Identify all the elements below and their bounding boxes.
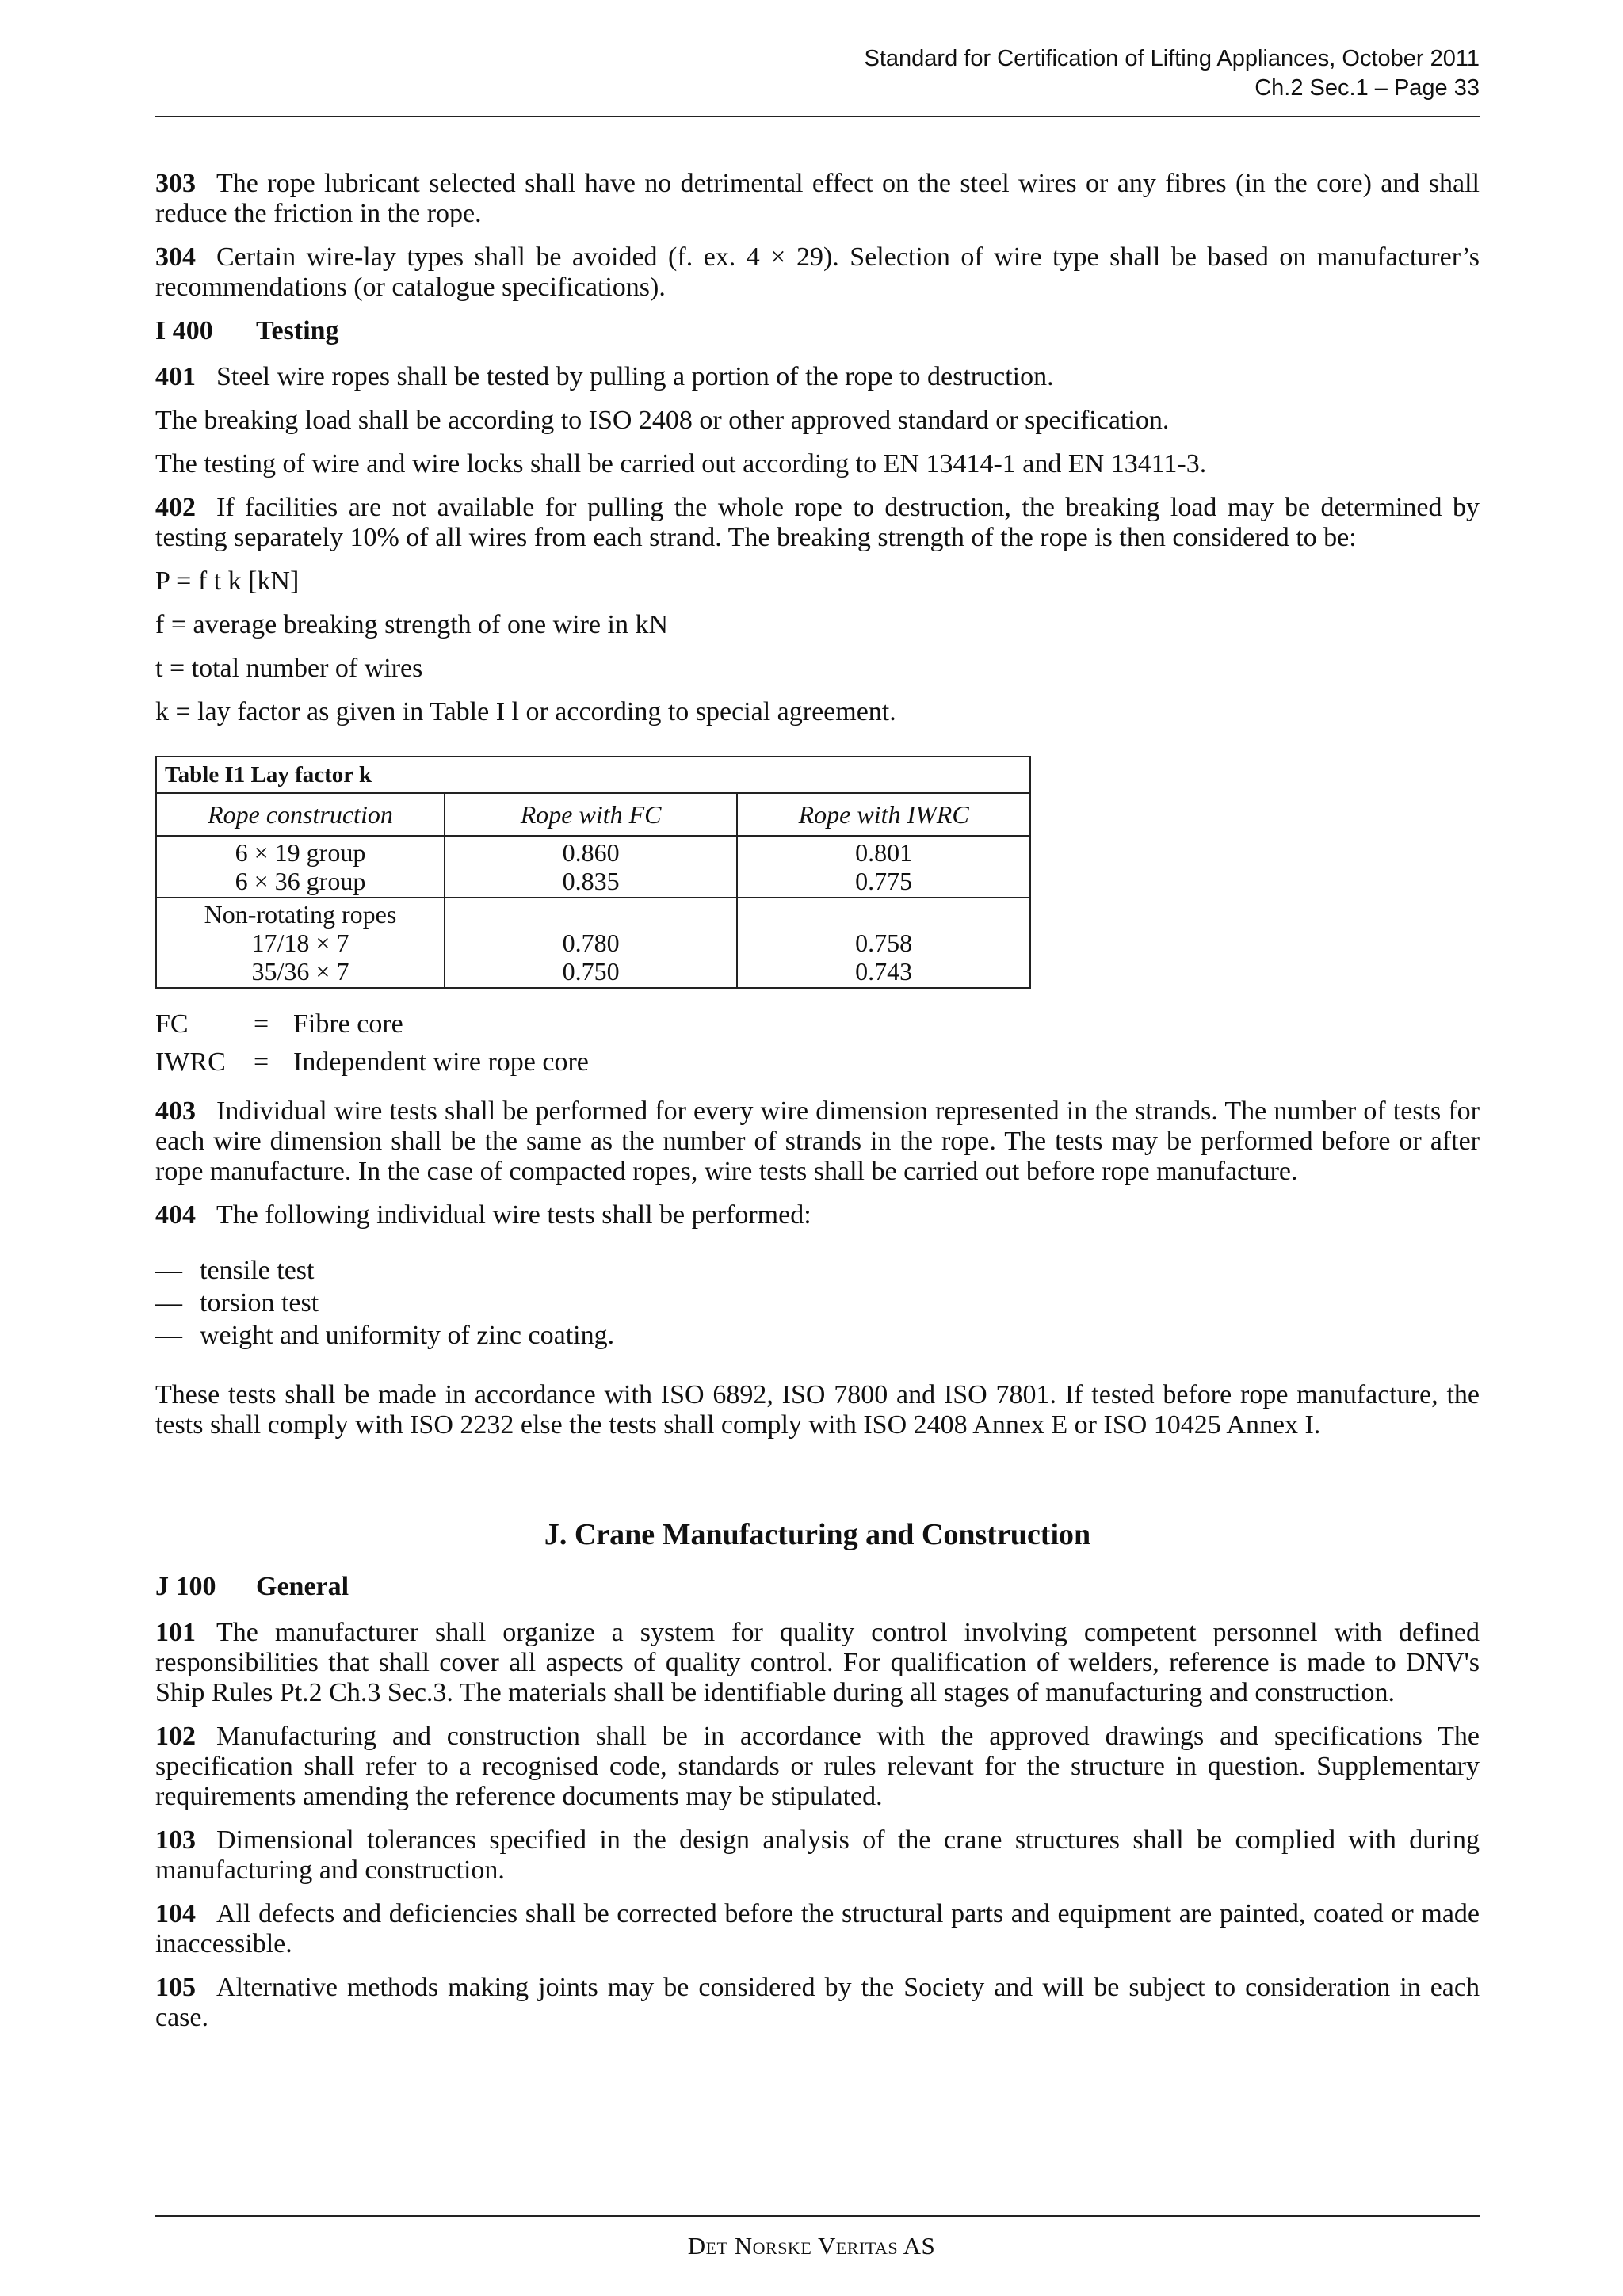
footer-publisher: Det Norske Veritas AS [687,2232,936,2260]
section-heading-j: J. Crane Manufacturing and Construction [544,1518,1091,1551]
cell-line: 6 × 19 group [235,838,366,867]
dash-bullet: — [155,1321,182,1350]
definition-k: k = lay factor as given in Table I l or according to special agreement. [155,697,896,727]
paragraph-404 [155,1200,1480,1230]
cell-line [452,900,730,929]
header-page-ref: Ch.2 Sec.1 – Page 33 [1254,75,1480,101]
cell-line [744,900,1023,929]
table-row [156,898,1030,988]
table-cell [156,898,445,988]
lay-factor-table [155,756,1031,989]
wire-test-list [155,1254,1480,1352]
abbreviation-iwrc [155,1047,1480,1077]
definition-f: f = average breaking strength of one wire in kN [155,610,668,639]
table-cell [737,898,1030,988]
page-body [155,169,1480,2046]
list-item [155,1254,1480,1287]
cell-line: 0.860 [562,838,620,867]
paragraph-number: 403 [155,1097,196,1126]
dash-bullet: — [155,1256,182,1285]
paragraph-number: 404 [155,1200,196,1230]
list-item-text: torsion test [200,1288,319,1318]
list-item-text: weight and uniformity of zinc coating. [200,1321,615,1350]
cell-line: 0.775 [855,867,913,895]
header-title: Standard for Certification of Lifting Appliances, October 2011 [864,46,1480,71]
list-item-text: tensile test [200,1256,315,1285]
paragraph-number: 303 [155,169,196,198]
paragraph-303 [155,169,1480,229]
subsection-heading-i400 [155,316,1480,346]
cell-line: Non-rotating ropes [204,900,397,929]
column-header: Rope with FC [445,793,737,836]
paragraph-j101 [155,1618,1480,1708]
paragraph-402 [155,493,1480,553]
abbreviation-equals: = [254,1047,269,1077]
table-cell [445,836,737,898]
paragraph-text: The rope lubricant selected shall have no detrimental effect on the steel wires or any fibres (in the core) and shall reduce the friction in the rope. [155,169,1480,228]
paragraph-text: Certain wire-lay types shall be avoided (f. ex. 4 × 29). Selection of wire type shall be based on manufacturer’s recommendations (or catalogue specifications). [155,242,1480,302]
paragraph-number: 102 [155,1722,196,1751]
abbreviation-key: IWRC [155,1047,226,1077]
paragraph-text: The following individual wire tests shall be performed: [216,1200,812,1230]
subsection-heading-j100 [155,1572,1480,1602]
cell-line: 0.743 [855,957,913,986]
cell-line: 0.780 [562,929,620,957]
page-footer [0,2232,1623,2260]
column-header: Rope with IWRC [737,793,1030,836]
paragraph-j103 [155,1825,1480,1886]
paragraph-number: 401 [155,362,196,391]
cell-line: 0.758 [855,929,913,957]
cell-line: 0.835 [562,867,620,895]
paragraph-text: Individual wire tests shall be performed for every wire dimension represented in the strands. The number of tests for each wire dimension shall be the same as the number of strands in the rope. The tests may be performed before or after rope manufacture. In the case of compacted ropes, wire tests shall be carried out before rope manufacture. [155,1097,1480,1186]
paragraph-number: 304 [155,242,196,272]
paragraph-text: Manufacturing and construction shall be in accordance with the approved drawings and specifications The specification shall refer to a recognised code, standards or rules relevant for the structure in question. Supplementary requirements amending the reference documents may be stipulated. [155,1722,1480,1811]
cell-line: 0.750 [562,957,620,986]
abbreviation-key: FC [155,1009,189,1039]
paragraph-text: Steel wire ropes shall be tested by pulling a portion of the rope to destruction. [216,362,1054,391]
subsection-code: J 100 [155,1572,216,1601]
table-cell [445,898,737,988]
paragraph-text: Dimensional tolerances specified in the design analysis of the crane structures shall be complied with during manufacturing and construction. [155,1825,1480,1885]
paragraph-j104 [155,1899,1480,1959]
subsection-title: General [256,1572,349,1601]
paragraph-401 [155,362,1480,392]
paragraph-number: 402 [155,493,196,522]
paragraph-number: 104 [155,1899,196,1928]
abbreviation-value: Independent wire rope core [293,1047,589,1077]
abbreviation-equals: = [254,1009,269,1039]
paragraph-number: 101 [155,1618,196,1647]
paragraph-text: All defects and deficiencies shall be corrected before the structural parts and equipment are painted, coated or made inaccessible. [155,1899,1480,1958]
page-header [865,44,1480,103]
paragraph-304 [155,242,1480,303]
cell-line: 35/36 × 7 [251,957,349,986]
table-cell [737,836,1030,898]
table-cell [156,836,445,898]
paragraph-j102 [155,1722,1480,1812]
list-item [155,1287,1480,1319]
paragraph-403 [155,1097,1480,1187]
paragraph-text: The manufacturer shall organize a system for quality control involving competent personnel with defined responsibilities that shall cover all aspects of quality control. For qualification of welders, reference is made to DNV's Ship Rules Pt.2 Ch.3 Sec.3. The materials shall be identifiable during all stages of manufacturing and construction. [155,1618,1480,1707]
definition-t: t = total number of wires [155,654,423,683]
footer-rule [155,2215,1480,2217]
paragraph-number: 105 [155,1973,196,2002]
formula: P = f t k [kN] [155,566,300,596]
paragraph-text: If facilities are not available for pulling the whole rope to destruction, the breaking load may be determined by testing separately 10% of all wires from each strand. The breaking strength of the rope is then considered to be: [155,493,1480,552]
paragraph-j105 [155,1973,1480,2033]
table-caption: Table I1 Lay factor k [156,757,1030,793]
paragraph-404-standards: These tests shall be made in accordance with ISO 6892, ISO 7800 and ISO 7801. If tested before rope manufacture, the tests shall comply with ISO 2232 else the tests shall comply with ISO 2408 Annex E or ISO 10425 Annex I. [155,1380,1480,1440]
table-row [156,836,1030,898]
paragraph-number: 103 [155,1825,196,1855]
cell-line: 17/18 × 7 [251,929,349,957]
subsection-title: Testing [256,316,339,345]
subsection-code: I 400 [155,316,213,345]
abbreviation-fc [155,1009,1480,1039]
column-header: Rope construction [156,793,445,836]
cell-line: 0.801 [855,838,913,867]
header-rule [155,116,1480,117]
paragraph-text: Alternative methods making joints may be considered by the Society and will be subject to consideration in each case. [155,1973,1480,2032]
list-item [155,1319,1480,1352]
paragraph-401-wire-locks: The testing of wire and wire locks shall be carried out according to EN 13414-1 and EN 13411-3. [155,449,1207,479]
paragraph-401-breaking-load: The breaking load shall be according to ISO 2408 or other approved standard or specification. [155,406,1170,435]
dash-bullet: — [155,1288,182,1318]
cell-line: 6 × 36 group [235,867,366,895]
abbreviation-value: Fibre core [293,1009,403,1039]
